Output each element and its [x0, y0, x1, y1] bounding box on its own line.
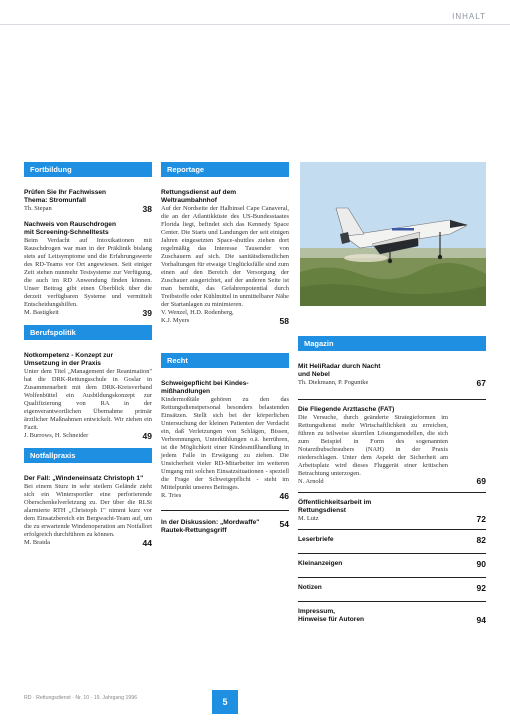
- top-rule: [0, 24, 510, 25]
- toc-entry-notkompetenz[interactable]: [24, 352, 152, 440]
- entry-author: R. Tries: [161, 492, 182, 499]
- column-left: [24, 162, 152, 547]
- toc-entry-fliegende-arzttasche[interactable]: [298, 406, 448, 486]
- toc-entry-heliradar[interactable]: [298, 363, 486, 387]
- entry-page: 72: [476, 514, 486, 524]
- entry-page: 54: [279, 519, 289, 529]
- toc-entry-schweigepflicht[interactable]: [161, 380, 289, 500]
- entry-summary: Beim Verdacht auf Intoxikationen mit Rauschdrogen war man in der Präklinik bislang stets auf Leitsymptome und die Erfahrungswerte des RD-Teams vor Ort angewiesen. Seit einiger Zeit stehen nunmehr Testsysteme zur Verfügung, die auch im RD Anwendung finden können. Unser Beitrag gibt einen Überblick über die derzeit verfügbaren Systeme und vermittelt Entscheidungshilfen.: [24, 237, 152, 308]
- entry-summary: Die Versuche, durch geänderte Strategieformen im Rettungsdienst mehr Wirtschaftlichkeit zu erreichen, führen zu teilweise skurrilen Lösungsmodellen, die sich zum Beispiel in Form des sogenannten Notarzthubschraubers (NAH) in der Praxis niederschlagen. Unter dem Aspekt der Sicherheit am Arbeitsplatz wird dieses Fluggerät einer kritischen Betrachtung unterzogen.: [298, 414, 448, 477]
- divider: [298, 529, 486, 530]
- section-header-recht: Recht: [161, 353, 289, 368]
- entry-author: M. Bastigkeit: [24, 309, 59, 316]
- entry-page: 92: [476, 583, 486, 593]
- space-shuttle-photo: [300, 162, 486, 306]
- entry-title: Leserbriefe: [298, 536, 334, 543]
- entry-title: Schweigepflicht bei Kindes- mißhandlungen: [161, 380, 249, 395]
- entry-author: Th. Stepan: [24, 205, 52, 212]
- page-number: 5: [212, 690, 238, 714]
- entry-page-fliegende-arzttasche: 69: [476, 476, 486, 486]
- entry-page: 46: [279, 491, 289, 501]
- toc-entry-windeneinsatz[interactable]: [24, 475, 152, 547]
- toc-entry-leserbriefe[interactable]: [298, 536, 486, 546]
- entry-author: N. Arnold: [298, 478, 324, 485]
- entry-title: Kleinanzeigen: [298, 560, 343, 567]
- divider: [298, 492, 486, 493]
- section-header-notfallpraxis: Notfallpraxis: [24, 448, 152, 463]
- entry-title: Impressum, Hinweise für Autoren: [298, 608, 365, 623]
- toc-entry-impressum[interactable]: [298, 608, 486, 624]
- toc-entry-stromunfall[interactable]: [24, 189, 152, 213]
- entry-page: 38: [142, 204, 152, 214]
- entry-author: Th. Diekmann, P. Poguntke: [298, 379, 369, 386]
- column-right: [298, 336, 486, 624]
- toc-entry-notizen[interactable]: [298, 584, 486, 594]
- section-header-fortbildung: Fortbildung: [24, 162, 152, 177]
- section-header-berufspolitik: Berufspolitik: [24, 325, 152, 340]
- entry-summary: Auf der Nordseite der Halbinsel Cape Canaveral, die an der Atlantikküste des US-Bundesstaates Florida liegt, befindet sich das Kennedy Space Center. Die Starts und Landungen der seit einigen Jahren eingesetzten Space-shuttles ziehen dort regelmäßig das Interesse Tausender von Zuschauern auf sich. Die sanitätsdienstlichen Vorhaltungen für etwaige Unglücksfälle sind zum einen auf den Bereich der Versorgung der Zuschauer ausgerichtet, auf der anderen Seite ist man bemüht, das Gefahrenpotential durch Treibstoffe oder Kühlmittel in unmittelbarer Nähe der Startanlagen zu minimieren.: [161, 205, 289, 308]
- entry-title: Rettungsdienst auf dem Weltraumbahnhof: [161, 189, 237, 204]
- entry-title: Notizen: [298, 584, 322, 591]
- entry-page: 58: [279, 316, 289, 326]
- entry-title: Prüfen Sie Ihr Fachwissen Thema: Stromunfall: [24, 189, 107, 204]
- entry-page: 94: [476, 615, 486, 625]
- entry-page: 67: [476, 378, 486, 388]
- toc-entry-rauschdrogen[interactable]: [24, 221, 152, 317]
- entry-title: Notkompetenz - Konzept zur Umsetzung in der Praxis: [24, 352, 114, 367]
- divider: [298, 553, 486, 554]
- column-middle: [161, 162, 289, 535]
- entry-author: M. Braida: [24, 539, 50, 546]
- entry-summary: Kindermoßtäle gehören zu den das Rettungsdienstpersonal besonders belastenden Einsätzen. Stellt sich bei der körperlichen Untersuchung der kleinen Patienten der Verdacht ein, daß Verletzungen von Schlägen, Bissen, Verbrennungen, Unterkühlungen o.ä. herrühren, ist die Möglichkeit einer Kindesmißhandlung in jedem Falle in Erwägung zu ziehen. Die Unsicherheit vieler RD-Mitarbeiter im weiteren Umgang mit solchen Einsatzsituationen - speziell die Frage der Schweigepflicht - steht im Mittelpunkt unseres Beitrages.: [161, 396, 289, 491]
- entry-title: In der Diskussion: „Mordwaffe" Rautek-Rettungsgriff: [161, 519, 260, 534]
- entry-page: 44: [142, 538, 152, 548]
- entry-summary: Unter dem Titel „Management der Reanimation" hat die DRK-Rettungsschule in Goslar in Zusammenarbeit mit dem DRK-Kreisverband Wolfenbüttel ein Ausbildungskonzept zur Qualifizierung von RA in der eigenverantwortlichen Übernahme primär ärztlicher Maßnahmen entwickelt. Wir ziehen ein Fazit.: [24, 368, 152, 431]
- divider: [298, 399, 486, 400]
- entry-page: 39: [142, 308, 152, 318]
- toc-entry-kleinanzeigen[interactable]: [298, 560, 486, 570]
- toc-entry-mordwaffe[interactable]: [161, 519, 289, 535]
- page-section-label: INHALT: [452, 12, 486, 21]
- entry-title: Der Fall: „Windeneinsatz Christoph 1": [24, 475, 144, 482]
- toc-entry-weltraumbahnhof[interactable]: [161, 189, 289, 325]
- entry-page: 49: [142, 431, 152, 441]
- footer-issue-line: RD · Rettungsdienst · Nr. 10 · 19. Jahrgang 1996: [24, 695, 138, 701]
- entry-summary: Bei einem Sturz in sehr steilem Gelände zieht sich ein Wintersportler eine perforierende Oberschenkelverletzung zu. Der über die RLSt alarmierte RTH „Christoph 1" nimmt kurz vor dem Einsatzbereich ein Bergwacht-Team auf, um die zu erwartende Windenoperation am Notfallort erfolgreich durchführen zu können.: [24, 483, 152, 538]
- divider: [298, 577, 486, 578]
- toc-entry-oeffentlichkeitsarbeit[interactable]: [298, 499, 486, 523]
- divider: [298, 601, 486, 602]
- entry-title: Mit HeliRadar durch Nacht und Nebel: [298, 363, 381, 378]
- entry-title: Die Fliegende Arzttasche (FAT): [298, 406, 395, 413]
- entry-page: 90: [476, 559, 486, 569]
- divider: [161, 510, 289, 511]
- space-shuttle-illustration: [300, 162, 486, 306]
- entry-author: J. Burrows, H. Schneider: [24, 432, 89, 439]
- entry-title: Nachweis von Rauschdrogen mit Screening-Schnelltests: [24, 221, 116, 236]
- entry-title: Öffentlichkeitsarbeit im Rettungsdienst: [298, 499, 372, 514]
- top-bar: [0, 0, 510, 24]
- entry-page: 82: [476, 535, 486, 545]
- entry-author: V. Wenzel, H.D. Rodenberg, K.J. Myers: [161, 309, 234, 324]
- section-header-magazin: Magazin: [298, 336, 486, 351]
- entry-author: M. Lutz: [298, 515, 319, 522]
- section-header-reportage: Reportage: [161, 162, 289, 177]
